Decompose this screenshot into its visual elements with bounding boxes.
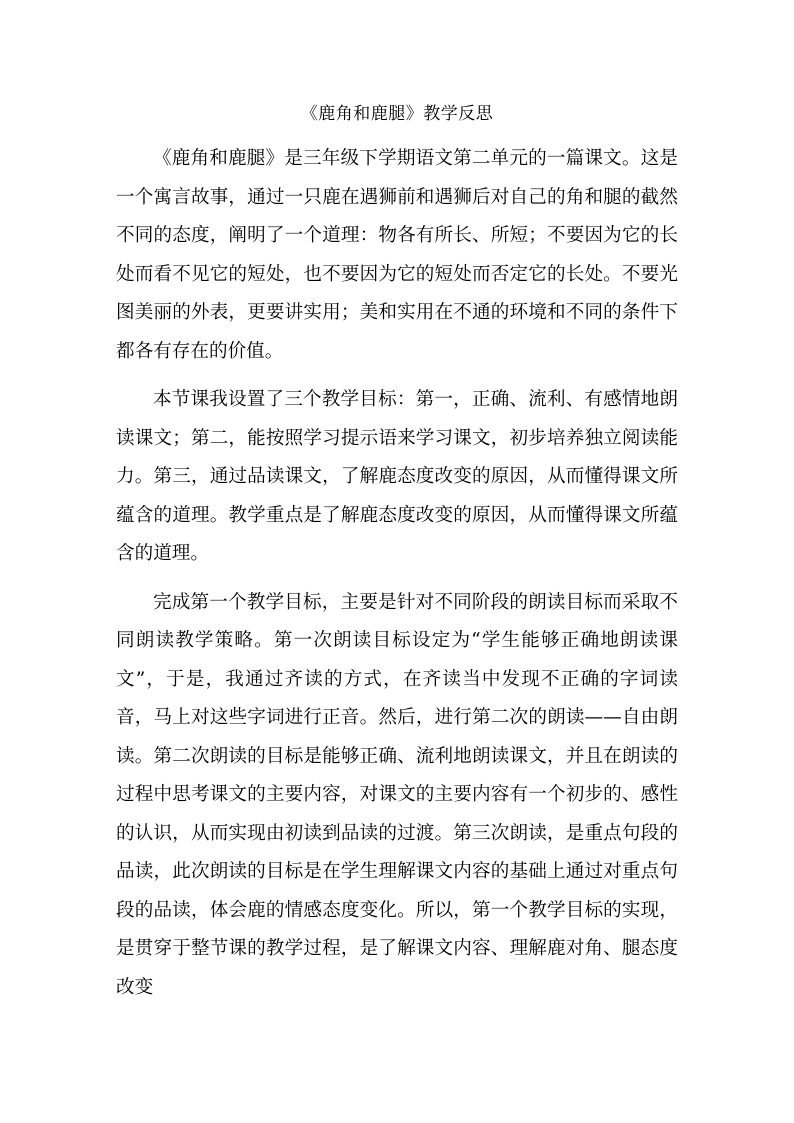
paragraph-reading-strategy: 完成第一个教学目标，主要是针对不同阶段的朗读目标而采取不同朗读教学策略。第一次朗读目标设定为“学生能够正确地朗读课文”，于是，我通过齐读的方式，在齐读当中发现不正确的字词读音，马上对这些字词进行正音。然后，进行第二次的朗读——自由朗读。第二次朗读的目标是能够正确、流利地朗读课文，并且在朗读的过程中思考课文的主要内容，对课文的主要内容有一个初步的、感性的认识，从而实现由初读到品读的过渡。第三次朗读，是重点句段的品读，此次朗读的目标是在学生理解课文内容的基础上通过对重点句段的品读，体会鹿的情感态度变化。所以，第一个教学目标的实现，是贯穿于整节课的教学过程，是了解课文内容、理解鹿对角、腿态度改变 [116,591,678,998]
paragraph-intro: 《鹿角和鹿腿》是三年级下学期语文第二单元的一篇课文。这是一个寓言故事，通过一只鹿在遇狮前和遇狮后对自己的角和腿的截然不同的态度，阐明了一个道理：物各有所长、所短；不要因为它的长处而看不见它的短处，也不要因为它的短处而否定它的长处。不要光图美丽的外表，更要讲实用；美和实用在不通的环境和不同的条件下都各有存在的价值。 [116,148,678,362]
document-body [116,140,678,1017]
document-title: 《鹿角和鹿腿》教学反思 [300,104,494,124]
paragraph-objectives: 本节课我设置了三个教学目标：第一，正确、流利、有感情地朗读课文；第二，能按照学习提示语来学习课文，初步培养独立阅读能力。第三，通过品读课文，了解鹿态度改变的原因，从而懂得课文所蕴含的道理。教学重点是了解鹿态度改变的原因，从而懂得课文所蕴含的道理。 [116,389,678,564]
